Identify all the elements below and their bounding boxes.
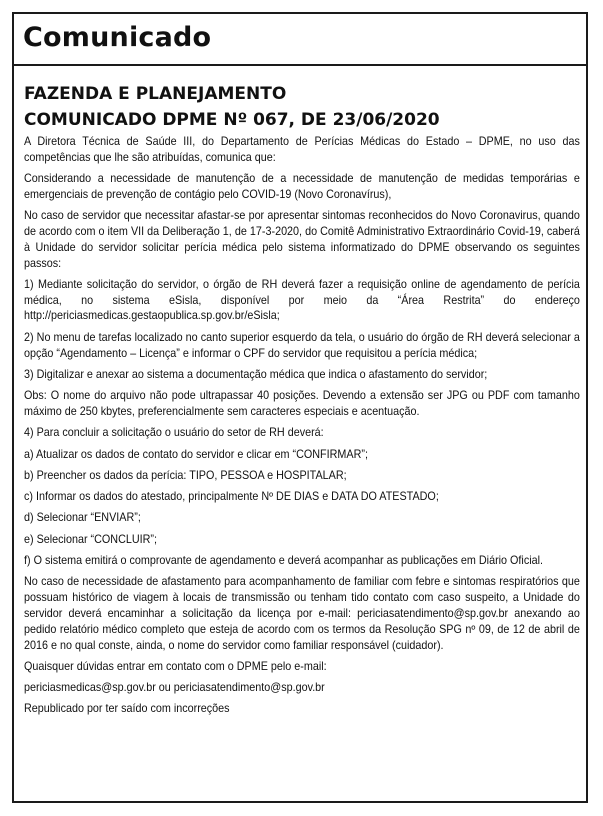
- paragraph-step-a: a) Atualizar os dados de contato do servidor e clicar em “CONFIRMAR”;: [24, 447, 368, 461]
- paragraph-step-3: 3) Digitalizar e anexar ao sistema a documentação médica que indica o afastamento do servidor;: [24, 367, 488, 381]
- page-title: Comunicado: [23, 22, 212, 53]
- paragraph-servidor: No caso de servidor que necessitar afastar-se por apresentar sintomas reconhecidos do Novo Coronavirus, quando de acordo com o item VII da Deliberação 1, de 17-3-2020, do Comitê Administrativo Extraordinário Covid-19, caberá à Unidade do servidor solicitar perícia médica pelo sistema informatizado do DPME observando os seguintes passos:: [24, 209, 580, 270]
- paragraph-step-2: 2) No menu de tarefas localizado no canto superior esquerdo da tela, o usuário do órgão de RH deverá selecionar a opção “Agendamento – Licença” e informar o CPF do servidor que requisitou a perícia médica;: [24, 330, 580, 360]
- paragraph-obs: Obs: O nome do arquivo não pode ultrapassar 40 posições. Devendo a extensão ser JPG ou PDF com tamanho máximo de 250 kbytes, preferencialmente sem caracteres especiais e acentuação.: [24, 389, 580, 418]
- paragraph-step-4: 4) Para concluir a solicitação o usuário do setor de RH deverá:: [24, 426, 324, 440]
- paragraph-intro: A Diretora Técnica de Saúde III, do Departamento de Perícias Médicas do Estado – DPME, no uso das competências que lhe são atribuídas, comunica que:: [24, 135, 580, 164]
- paragraph-step-d: d) Selecionar “ENVIAR”;: [24, 511, 141, 525]
- paragraph-step-b: b) Preencher os dados da perícia: TIPO, PESSOA e HOSPITALAR;: [24, 468, 347, 482]
- document-subtitle: COMUNICADO DPME Nº 067, DE 23/06/2020: [24, 110, 440, 130]
- document-body: [24, 84, 580, 723]
- paragraph-contato: Quaisquer dúvidas entrar em contato com o DPME pelo e-mail:: [24, 659, 327, 673]
- header-bar: [14, 14, 586, 66]
- paragraph-step-c: c) Informar os dados do atestado, principalmente Nº DE DIAS e DATA DO ATESTADO;: [24, 490, 439, 504]
- paragraph-considerando: Considerando a necessidade de manutenção de a necessidade de manutenção de medidas temporárias e emergenciais de prevenção de contágio pelo COVID-19 (Novo Coronavírus),: [24, 172, 580, 201]
- paragraph-republicado: Republicado por ter saído com incorreções: [24, 702, 230, 716]
- section-heading: FAZENDA E PLANEJAMENTO: [24, 84, 287, 104]
- document-frame: [12, 12, 588, 803]
- paragraph-step-e: e) Selecionar “CONCLUIR”;: [24, 532, 158, 546]
- paragraph-familiar: No caso de necessidade de afastamento para acompanhamento de familiar com febre e sintomas respiratórios que possuam histórico de viagem à locais de transmissão ou tenham tido contato com caso suspeito, a Unidade do servidor deverá encaminhar a solicitação da licença por e-mail: periciasatendimento@sp.gov.br anexando ao pedido relatório médico completo que esteja de acordo com os termos da Resolução SPG nº 09, de 12 de abril de 2016 e no qual conste, ainda, o nome do servidor como familiar responsável (cuidador).: [24, 575, 580, 652]
- paragraph-emails: periciasmedicas@sp.gov.br ou periciasatendimento@sp.gov.br: [24, 681, 325, 695]
- paragraph-step-1: 1) Mediante solicitação do servidor, o órgão de RH deverá fazer a requisição online de agendamento de perícia médica, no sistema eSisla, disponível por meio da “Área Restrita” do endereço http://periciasmedicas.gestaopublica.sp.gov.br/eSisla;: [24, 277, 580, 323]
- paragraph-step-f: f) O sistema emitirá o comprovante de agendamento e deverá acompanhar as publicações em Diário Oficial.: [24, 554, 543, 568]
